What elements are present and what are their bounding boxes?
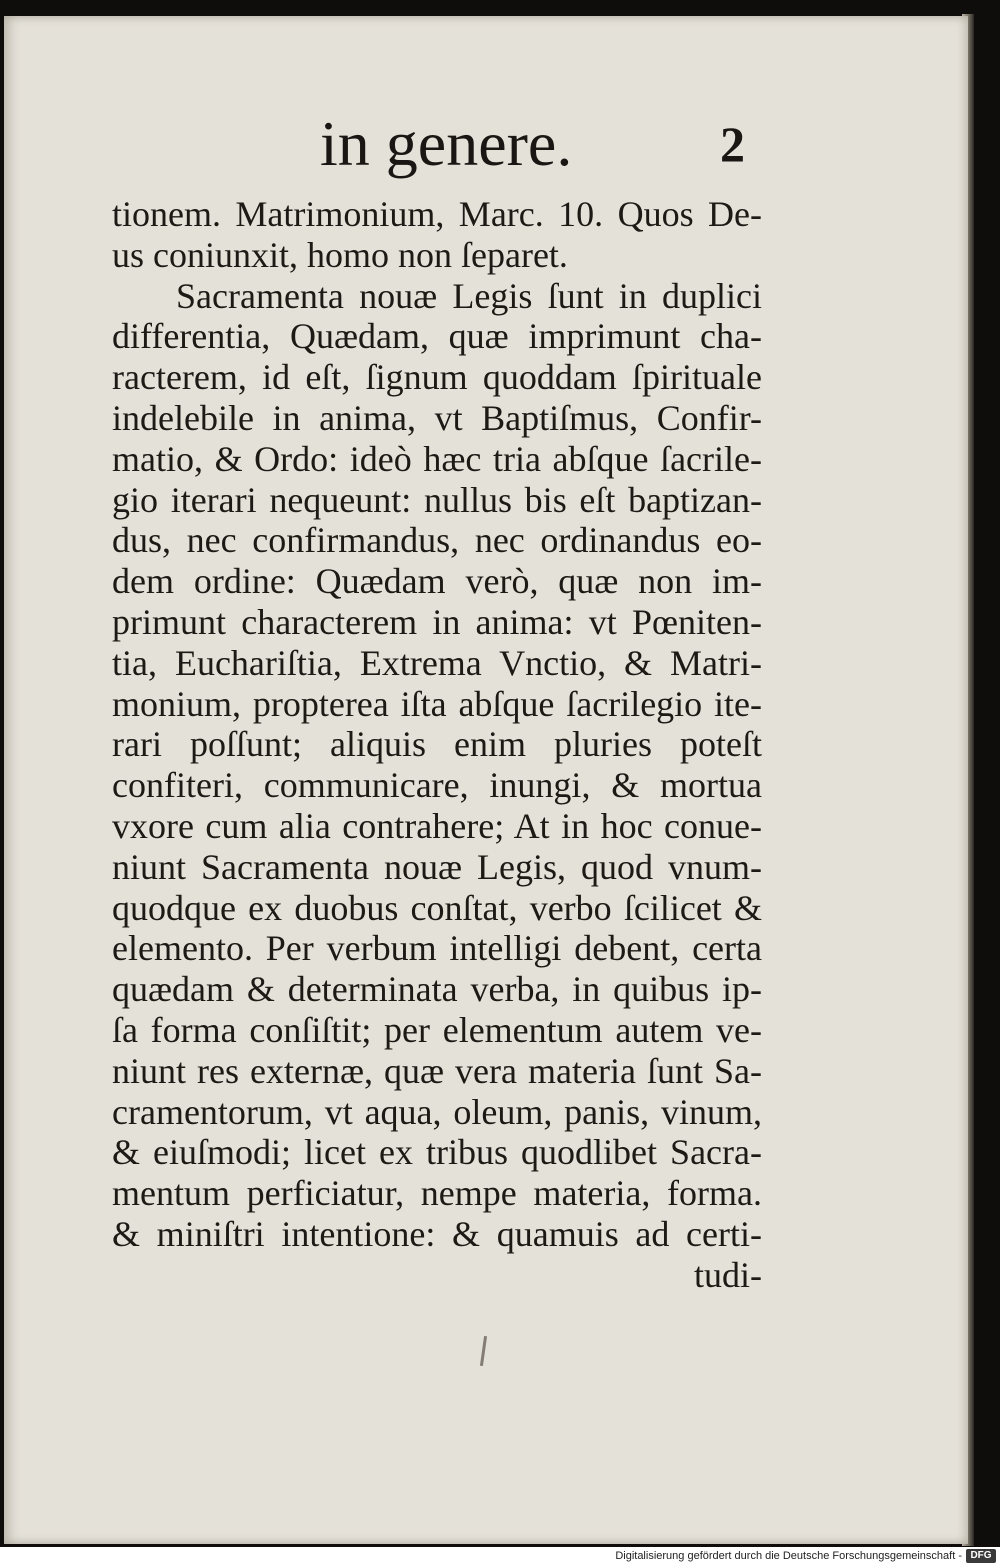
- text-line: rari poſſunt; aliquis enim pluries poteſt: [112, 724, 762, 765]
- text-line: niunt Sacramenta nouæ Legis, quod vnum-: [112, 846, 762, 887]
- text-line: & eiuſmodi; licet ex tribus quodlibet Sacra-: [112, 1132, 762, 1173]
- text-line: gio iterari nequeunt: nullus bis eſt baptizan-: [112, 479, 762, 520]
- text-line: quodque ex duobus conſtat, verbo ſcilicet &: [112, 887, 762, 928]
- text-line: tia, Euchariſtia, Extrema Vnctio, & Matri-: [112, 642, 762, 683]
- book-page: [4, 16, 968, 1544]
- text-line: ſa forma conſiſtit; per elementum autem ve-: [112, 1009, 762, 1050]
- dfg-logo-icon: DFG: [966, 1549, 996, 1563]
- text-line: cramentorum, vt aqua, oleum, panis, vinum,: [112, 1091, 762, 1132]
- text-line: racterem, id eſt, ſignum quoddam ſpirituale: [112, 357, 762, 398]
- catchword: tudi-: [694, 1254, 762, 1295]
- text-line: Sacramenta nouæ Legis ſunt in duplici: [176, 275, 762, 316]
- text-line: primunt characterem in anima: vt Pœniten-: [112, 601, 762, 642]
- page-number: 2: [720, 116, 745, 172]
- text-line: dus, nec confirmandus, nec ordinandus eo-: [112, 520, 762, 561]
- text-line: quædam & determinata verba, in quibus ip-: [112, 969, 762, 1010]
- ink-mark: [480, 1336, 487, 1366]
- text-line: tionem. Matrimonium, Marc. 10. Quos De-: [112, 194, 762, 234]
- running-head: in genere.: [320, 108, 573, 179]
- text-line: confiteri, communicare, inungi, & mortua: [112, 765, 762, 806]
- text-line: vxore cum alia contrahere; At in hoc conue-: [112, 805, 762, 846]
- text-block: [112, 194, 762, 1296]
- text-line: mentum perficiatur, nempe materia, forma.: [112, 1173, 762, 1214]
- funding-credit: Digitalisierung gefördert durch die Deutsche Forschungsgemeinschaft -: [615, 1550, 962, 1562]
- text-line: monium, propterea iſta abſque ſacrilegio ite-: [112, 683, 762, 724]
- text-line: matio, & Ordo: ideò hæc tria abſque ſacrile-: [112, 438, 762, 479]
- text-line: elemento. Per verbum intelligi debent, certa: [112, 928, 762, 969]
- text-line: & miniſtri intentione: & quamuis ad certi-: [112, 1213, 762, 1254]
- page-header: [4, 104, 968, 184]
- text-line: differentia, Quædam, quæ imprimunt cha-: [112, 316, 762, 357]
- text-line: niunt res externæ, quæ vera materia ſunt Sa-: [112, 1050, 762, 1091]
- digitization-footer: [0, 1547, 1000, 1565]
- text-line: us coniunxit, homo non ſeparet.: [112, 234, 568, 275]
- text-line: dem ordine: Quædam verò, quæ non im-: [112, 561, 762, 602]
- text-line: indelebile in anima, vt Baptiſmus, Confir-: [112, 397, 762, 438]
